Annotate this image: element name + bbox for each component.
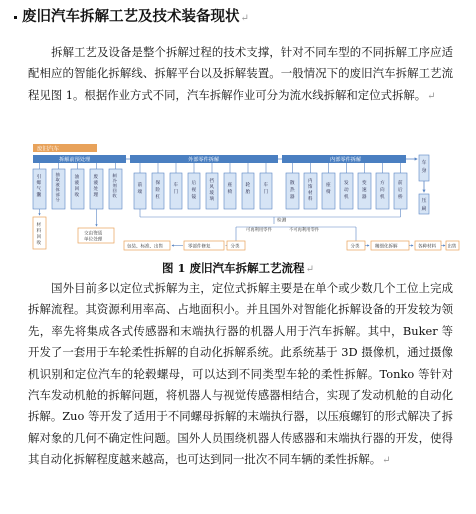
svg-text:各种材料: 各种材料 [418,244,436,250]
non-reusable-label: 不可再利用零件 [289,228,320,233]
svg-text:包装、标准、出售: 包装、标准、出售 [127,244,163,250]
process-flow-figure [28,142,460,255]
bottom-flow [124,241,459,250]
paragraph-2 [28,278,453,472]
svg-text:内饰材料: 内饰材料 [308,179,313,202]
paragraph-1-text: 拆解工艺及设备是整个拆解过程的技术支撑，针对不同车型的不同拆解工序应适配相应的智能化拆解线、拆解平台以及拆解装置。一般情况下的废旧汽车拆解工艺流程见图 1。根据作业方式不同，汽车拆解作业可分为流水线拆解和定位式拆解。 [28,45,453,102]
car-body-label: 车身 [421,160,427,174]
svg-text:座椅: 座椅 [326,183,331,195]
internal-items [286,163,407,209]
svg-text:前后桥: 前后桥 [398,181,403,200]
figure-caption-text: 图 1 废旧汽车拆解工艺流程 [162,261,305,275]
svg-text:废液处理: 废液处理 [93,175,99,198]
press-label: 压扁 [421,198,427,212]
paragraph-mark-icon: ↵ [305,264,314,275]
section-label-pre: 拆解前预处理 [59,157,91,163]
treatment-unit-label: 交由资质单位处理 [84,231,103,243]
svg-text:轮胎: 轮胎 [245,183,251,195]
paragraph-2-text: 国外目前多以定位式拆解为主，定位式拆解主要是在单个或少数几个工位上完成拆解流程。其资源利用率高、占地面积小。并且国外对智能化拆解设备的开发较为领先，率先将集成各式传感器和末端执行器的机器人用于汽车拆解。其中，Buker 等开发了一套用于车轮柔性拆解的自动化拆解系统。此系统基于 3D 摄像机，通过摄像机识别和定位汽车的轮毂螺母，可以达到不同类型车轮的柔性拆解。Tonko 等针对汽车发动机舱的拆解问题，将机器人与视觉传感器相结合，实现了发动机舱的自动化拆解。Zuo 等开发了适用于不同螺母拆解的末端执行器，以压痕螺钉的形式解决了拆解对象的几何不确定性问题。国外人员围绕机器人传感器和末端执行器的开发，使得其自动化拆解程度越来越高，也可达到同一批次不同车辆的柔性拆解。 [28,281,453,467]
material-recovery-label: 材料回收 [36,223,42,246]
section-label-external: 外部零件拆解 [188,157,220,163]
svg-text:抽取液体部分: 抽取液体部分 [55,172,60,202]
figure-caption [0,261,476,277]
section-heading-text: 废旧汽车拆解工艺及技术装备现状 [22,8,240,25]
reusable-label: 可再利用零件 [246,228,272,233]
detect-label: 检测 [277,218,287,224]
svg-text:分类: 分类 [350,244,360,250]
svg-text:车门: 车门 [173,183,179,195]
paragraph-mark-icon: ↵ [382,455,391,467]
svg-text:引爆气囊: 引爆气囊 [36,175,42,198]
svg-text:车门: 车门 [263,183,269,195]
bullet-icon [14,16,17,19]
svg-text:挡风玻璃: 挡风玻璃 [209,179,214,202]
svg-text:保险杠: 保险杠 [155,181,161,200]
svg-text:座椅: 座椅 [227,183,233,195]
paragraph-1 [28,42,453,107]
external-items [134,163,272,209]
svg-text:散热器: 散热器 [290,181,295,200]
svg-text:方向机: 方向机 [380,181,385,200]
svg-text:变速器: 变速器 [362,181,367,200]
start-label: 废旧汽车 [37,146,60,153]
svg-text:前端: 前端 [137,183,143,195]
svg-text:精细化拆解: 精细化拆解 [375,244,398,250]
svg-text:后视镜: 后视镜 [191,181,197,200]
paragraph-mark-icon: ↵ [427,90,436,102]
svg-text:油液回收: 油液回收 [74,175,80,198]
pre-items [33,163,122,209]
svg-text:出售: 出售 [447,244,457,250]
svg-text:分类: 分类 [230,244,240,250]
svg-text:零部件修复: 零部件修复 [188,244,211,250]
svg-text:发动机: 发动机 [344,181,349,200]
section-heading [14,8,249,28]
svg-text:制冷剂回收: 制冷剂回收 [112,173,117,198]
section-label-internal: 内部零件拆解 [330,157,362,163]
paragraph-mark-icon: ↵ [240,13,249,24]
